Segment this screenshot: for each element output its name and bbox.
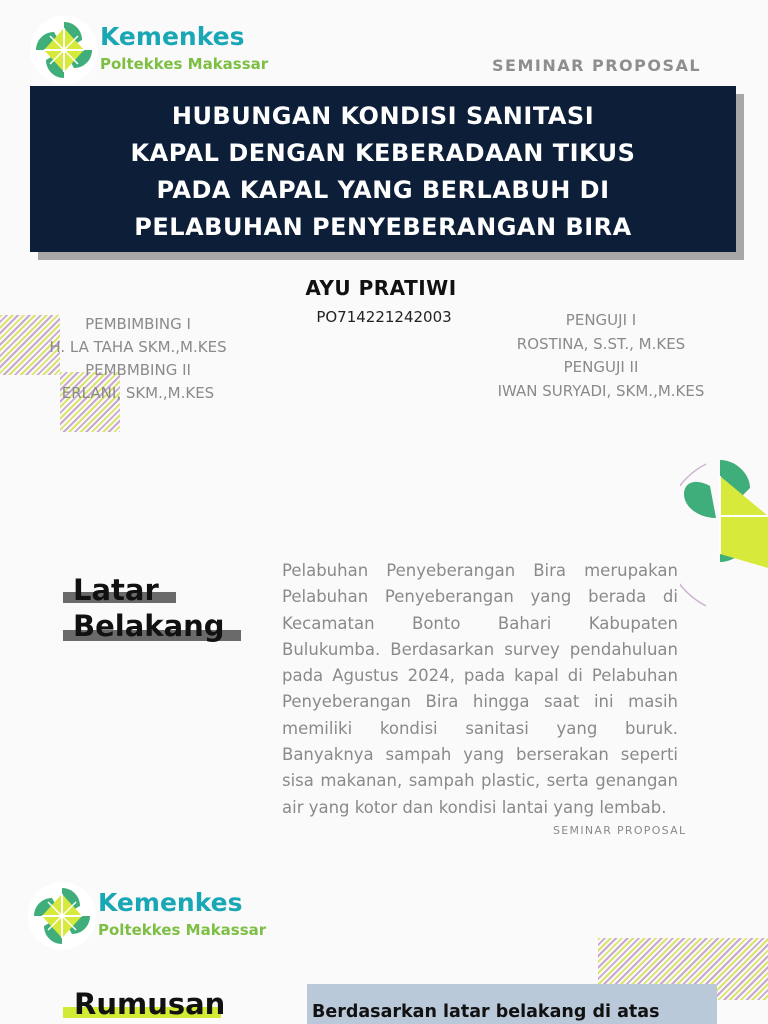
section-title-latar-belakang [73, 572, 225, 644]
examiner-label-1: PENGUJI I [565, 311, 637, 329]
seminar-label: SEMINAR PROPOSAL [492, 56, 702, 75]
examiner-label-2: PENGUJI II [563, 358, 639, 376]
kemenkes-logo [26, 880, 286, 956]
section-title-line: Belakang [73, 609, 225, 643]
logo-mark-decoration-icon [680, 458, 768, 608]
title-banner [30, 86, 736, 252]
title-line: KAPAL DENGAN KEBERADAAN TIKUS [130, 139, 636, 167]
section-title-line: Latar [73, 573, 159, 607]
background-paragraph: Pelabuhan Penyeberangan Bira merupakan Pelabuhan Penyeberangan yang berada di Kecamatan Bonto Bahari Kabupaten Bulukumba. Berdasarkan survey pendahuluan pada Agustus 2024, pada kapal di Pelabuhan Penyeberangan Bira hingga saat ini masih memiliki kondisi sanitasi yang buruk. Banyaknya sampah yang berserakan seperti sisa makanan, sampah plastic, serta genangan air yang kotor dan kondisi lantai yang lembab. [282, 561, 678, 817]
logo-brand-text: Kemenkes [100, 22, 245, 51]
advisor-label-1: PEMBIMBING I [85, 315, 191, 333]
logo-sub-text: Poltekkes Makassar [100, 55, 269, 73]
kemenkes-logo-icon [28, 14, 100, 86]
advisor-name-1: H. LA TAHA SKM.,M.KES [49, 338, 227, 356]
advisor-label-2: PEMBMBING II [85, 361, 191, 379]
title-line: HUBUNGAN KONDISI SANITASI [171, 102, 595, 130]
author-nim: PO714221242003 [316, 308, 452, 326]
seminar-footer-label: SEMINAR PROPOSAL [553, 824, 687, 837]
advisors-block [20, 313, 256, 405]
title-line: PELABUHAN PENYEBERANGAN BIRA [134, 213, 632, 241]
section-title-rumusan: Rumusan [74, 987, 226, 1021]
advisor-name-2: ERLANI, SKM.,M.KES [61, 384, 215, 402]
examiner-name-2: IWAN SURYADI, SKM.,M.KES [497, 381, 705, 400]
kemenkes-logo-icon [26, 880, 98, 952]
kemenkes-logo [28, 14, 288, 90]
title-line: PADA KAPAL YANG BERLABUH DI [156, 176, 610, 204]
logo-brand-text: Kemenkes [98, 888, 243, 917]
logo-sub-text: Poltekkes Makassar [98, 921, 267, 939]
examiner-name-1: ROSTINA, S.ST., M.KES [516, 334, 686, 353]
examiners-block [472, 309, 730, 403]
problem-box-text: Berdasarkan latar belakang di atas [312, 1002, 660, 1022]
author-name: AYU PRATIWI [305, 276, 457, 300]
